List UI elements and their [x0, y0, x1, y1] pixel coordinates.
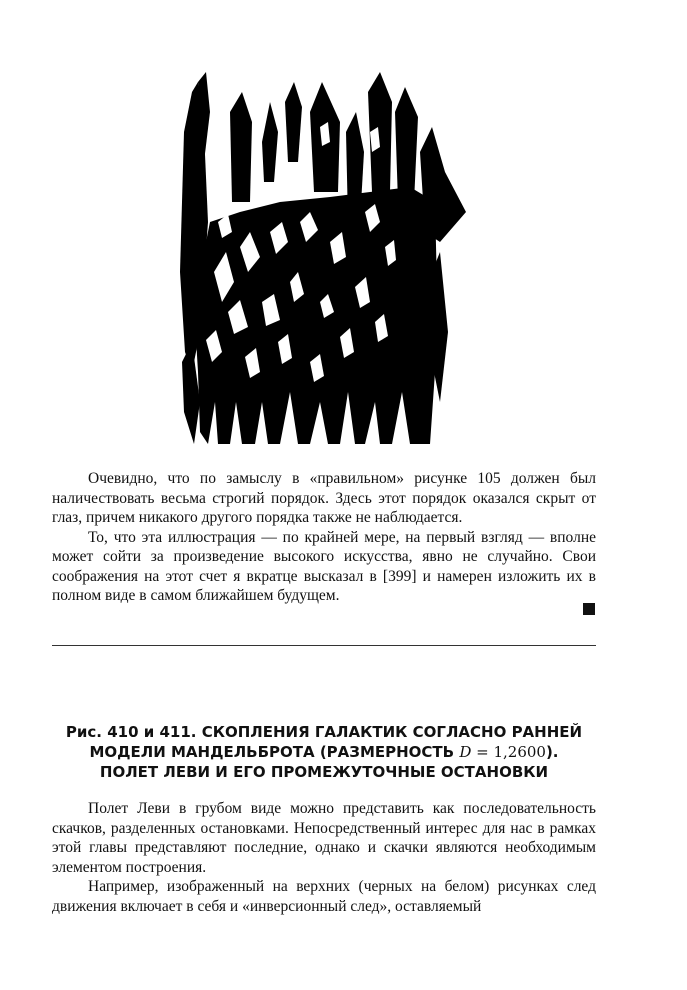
math-expression — [459, 743, 546, 761]
heading-line-1: Рис. 410 и 411. СКОПЛЕНИЯ ГАЛАКТИК СОГЛАСНО РАННЕЙ — [65, 723, 583, 741]
paragraph: То, что эта иллюстрация — по крайней мере, на первый взгляд — вполне может сойти за произведение высокого искусства, явно не случайно. Свои соображения на этот счет я вкратце высказал в [399] и намерен изложить их в полном виде в самом ближайшем будущем. — [52, 528, 596, 604]
fractal-figure — [170, 72, 470, 446]
paragraph: Полет Леви в грубом виде можно представить как последовательность скачков, разделенных остановками. Непосредственный интерес для нас в рамках этой главы представляют последние, однако и скачки являются необходимым элементом построения. — [52, 800, 596, 876]
heading-line-2-text: МОДЕЛИ МАНДЕЛЬБРОТА (РАЗМЕРНОСТЬ — [89, 743, 460, 761]
math-variable: D — [459, 743, 472, 761]
paragraph: Очевидно, что по замыслу в «правильном» рисунке 105 должен был наличествовать весьма строгий порядок. Здесь этот порядок оказался скрыт от глаз, причем никакого другого порядка также не наблюдается. — [52, 470, 596, 526]
section-divider — [52, 645, 596, 646]
section-heading — [52, 722, 596, 782]
fractal-art-icon — [170, 72, 470, 446]
paragraph: Например, изображенный на верхних (черных на белом) рисунках след движения включает в себя и «инверсионный след», оставляемый — [52, 878, 596, 915]
heading-line-2 — [52, 742, 596, 762]
math-value: = 1,2600 — [471, 743, 546, 761]
heading-line-3: ПОЛЕТ ЛЕВИ И ЕГО ПРОМЕЖУТОЧНЫЕ ОСТАНОВКИ — [99, 763, 549, 781]
text-block-upper — [52, 469, 596, 606]
heading-line-2-end: ). — [545, 743, 559, 761]
end-of-proof-square-icon — [583, 603, 595, 615]
text-block-lower — [52, 799, 596, 916]
